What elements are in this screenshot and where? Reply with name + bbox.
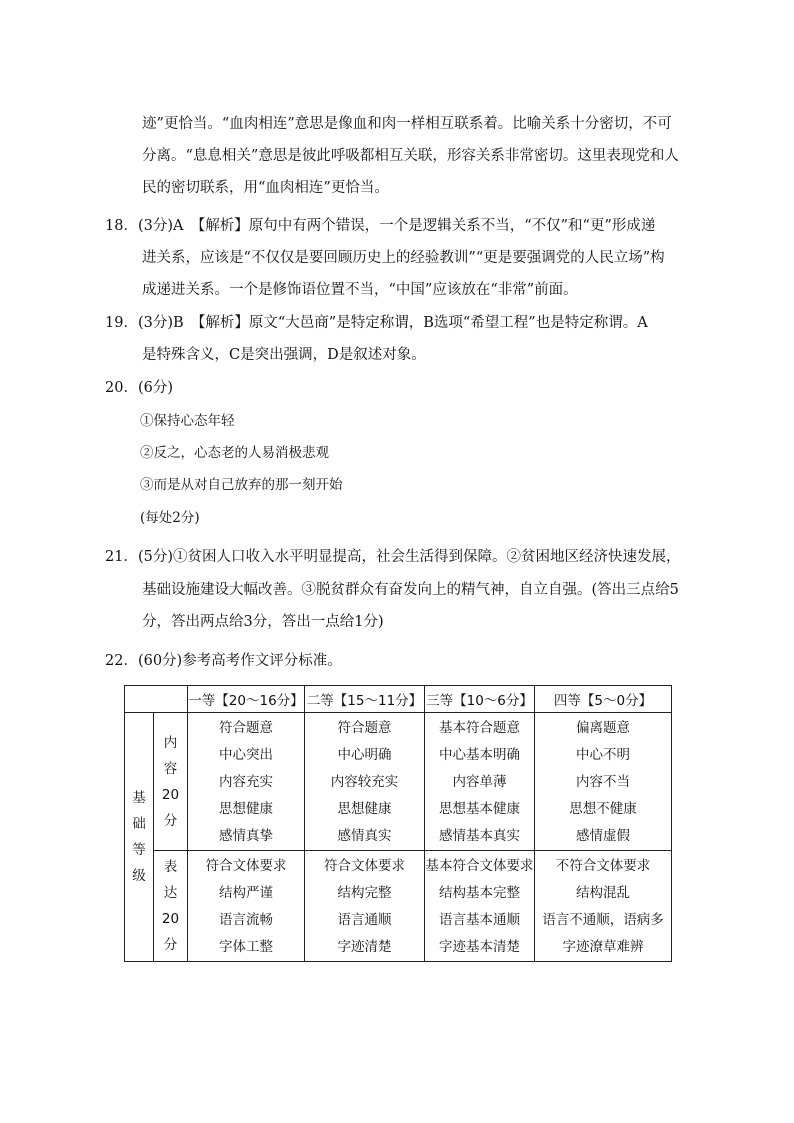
- content-g2-l2: 中心明确: [337, 747, 392, 763]
- expr-g1-l4: 字体工整: [219, 939, 273, 955]
- answer-21-line-1: 21．(5分)①贫困人口收入水平明显提高，社会生活得到保障。②贫困地区经济快速发展，: [105, 549, 681, 565]
- answer-17-line-1: 迹”更恰当。“血肉相连”意思是像血和肉一样相互联系着。比喻关系十分密切，不可: [142, 116, 672, 132]
- content-char-4: 分: [163, 812, 178, 829]
- expr-g4-l3: 语言不通顺，语病多: [542, 912, 664, 928]
- expr-g3-l4: 字迹基本清楚: [439, 939, 520, 955]
- content-char-1: 内: [163, 734, 178, 751]
- content-grade-1: [188, 713, 305, 851]
- header-grade-4: 四等【5～0分】: [535, 686, 672, 713]
- answer-17-line-2: 分离。“息息相关”意思是彼此呼吸都相互关联，形容关系非常密切。这里表现党和人: [142, 148, 679, 164]
- content-g1-l1: 符合题意: [219, 720, 273, 736]
- content-g4-l5: 感情虚假: [576, 828, 630, 844]
- basic-char-2: 础: [132, 816, 146, 832]
- content-g3-l1: 基本符合题意: [439, 720, 520, 736]
- content-g4-l1: 偏离题意: [576, 720, 630, 736]
- expr-g1-l2: 结构严谨: [219, 885, 273, 901]
- expr-g3-l3: 语言基本通顺: [439, 912, 520, 928]
- content-grade-4: [535, 713, 672, 851]
- content-grade-3: [425, 713, 535, 851]
- answer-19-line-2: 是特殊含义，C是突出强调，D是叙述对象。: [142, 347, 426, 363]
- answer-20-item-3: ③而是从对自己放弃的那一刻开始: [140, 477, 343, 493]
- answer-21-line-3: 分，答出两点给3分，答出一点给1分): [142, 614, 384, 630]
- content-g3-l2: 中心基本明确: [439, 747, 520, 763]
- answer-20-title: 20．(6分): [105, 380, 173, 396]
- expr-g2-l2: 结构完整: [337, 885, 392, 901]
- table-header-row: [125, 686, 672, 713]
- header-grade-3: 三等【10～6分】: [425, 686, 535, 713]
- answer-21-line-2: 基础设施建设大幅改善。③脱贫群众有奋发向上的精气神，自立自强。(答出三点给5: [142, 582, 679, 598]
- answer-18-line-2: 进关系，应该是“不仅仅是要回顾历史上的经验教训”“更是要强调党的人民立场”构: [142, 250, 665, 266]
- expression-grade-2: [305, 851, 425, 962]
- content-label: [154, 713, 188, 851]
- answer-20-item-2: ②反之，心态老的人易消极悲观: [140, 445, 329, 461]
- content-g1-l5: 感情真挚: [219, 828, 273, 844]
- header-grade-1: 一等【20～16分】: [188, 686, 305, 713]
- expression-char-4: 分: [163, 937, 178, 953]
- answer-22-line-1: 22．(60分)参考高考作文评分标准。: [105, 653, 342, 669]
- content-g3-l4: 思想基本健康: [439, 801, 520, 817]
- expression-grade-3: [425, 851, 535, 962]
- basic-char-1: 基: [132, 790, 146, 806]
- expression-grade-4: [535, 851, 672, 962]
- content-char-3: 20: [161, 786, 180, 803]
- expression-char-3: 20: [161, 911, 180, 927]
- content-g2-l1: 符合题意: [337, 720, 392, 736]
- expr-g4-l1: 不符合文体要求: [555, 858, 651, 874]
- content-g4-l4: 思想不健康: [569, 801, 637, 817]
- expr-g4-l4: 字迹潦草难辨: [562, 939, 644, 955]
- answer-19-line-1: 19．(3分)B 【解析】原文“大邑商”是特定称谓，B选项“希望工程”也是特定称谓。A: [105, 315, 648, 331]
- expr-g2-l4: 字迹清楚: [337, 939, 392, 955]
- expression-char-1: 表: [163, 859, 178, 875]
- content-grade-2: [305, 713, 425, 851]
- basic-level-label: [125, 713, 154, 962]
- essay-scoring-table: [124, 685, 672, 962]
- expr-g2-l3: 语言通顺: [337, 912, 392, 928]
- content-g1-l2: 中心突出: [219, 747, 273, 763]
- expr-g1-l1: 符合文体要求: [205, 858, 287, 874]
- answer-20-note: (每处2分): [140, 510, 200, 526]
- expr-g2-l1: 符合文体要求: [324, 858, 405, 874]
- content-g2-l4: 思想健康: [337, 801, 392, 817]
- expr-g3-l2: 结构基本完整: [439, 885, 520, 901]
- answer-18-line-1: 18．(3分)A 【解析】原句中有两个错误，一个是逻辑关系不当，“不仅”和“更”形成递: [105, 218, 656, 234]
- table-corner-cell: [125, 686, 188, 713]
- header-grade-2: 二等【15～11分】: [305, 686, 425, 713]
- answer-18-line-3: 成递进关系。一个是修饰语位置不当，“中国”应该放在“非常”前面。: [142, 282, 578, 298]
- answer-17-line-3: 民的密切联系，用“血肉相连”更恰当。: [142, 180, 389, 196]
- content-g1-l4: 思想健康: [219, 801, 273, 817]
- expr-g3-l1: 基本符合文体要求: [425, 858, 534, 874]
- expr-g4-l2: 结构混乱: [576, 885, 630, 901]
- expression-label: [154, 851, 188, 962]
- content-g4-l3: 内容不当: [576, 774, 630, 790]
- basic-char-4: 级: [132, 868, 146, 884]
- expression-char-2: 达: [163, 885, 178, 901]
- table-row-expression: [125, 851, 672, 962]
- expr-g1-l3: 语言流畅: [219, 912, 273, 928]
- table-row-content: [125, 713, 672, 851]
- content-g3-l3: 内容单薄: [452, 774, 507, 790]
- answer-20-item-1: ①保持心态年轻: [140, 413, 235, 429]
- content-g2-l5: 感情真实: [337, 828, 392, 844]
- content-g4-l2: 中心不明: [576, 747, 630, 763]
- expression-grade-1: [188, 851, 305, 962]
- content-char-2: 容: [163, 760, 178, 777]
- content-g1-l3: 内容充实: [219, 774, 273, 790]
- content-g3-l5: 感情基本真实: [439, 828, 520, 844]
- content-g2-l3: 内容较充实: [330, 774, 399, 790]
- basic-char-3: 等: [132, 842, 146, 858]
